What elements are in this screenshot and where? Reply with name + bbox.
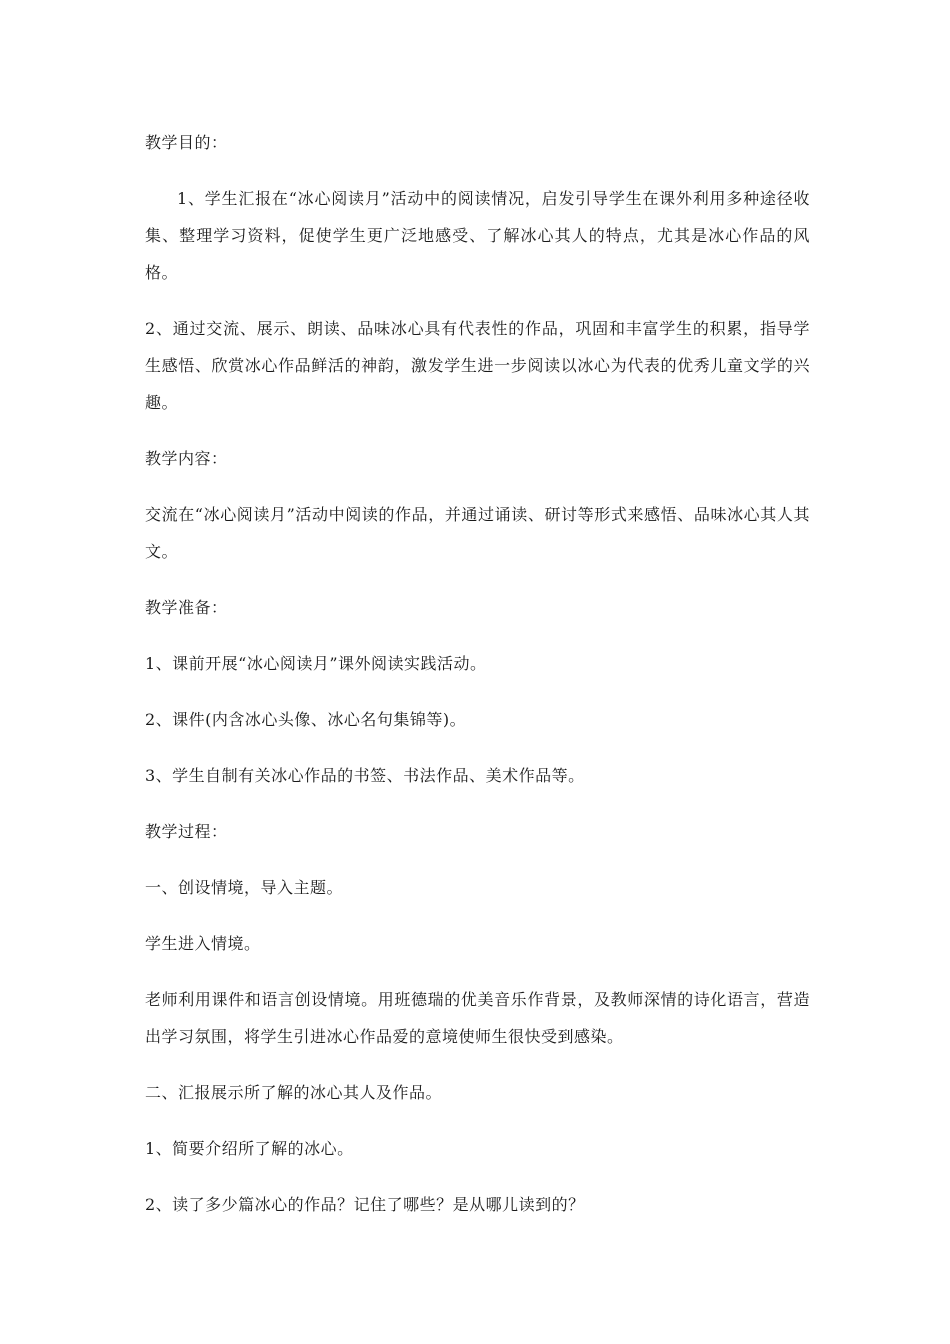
paragraph-teacher-setup: 老师利用课件和语言创设情境。用班德瑞的优美音乐作背景，及教师深情的诗化语言，营造出学习氛围，将学生引进冰心作品爱的意境使师生很快受到感染。: [145, 990, 810, 1046]
paragraph-goal-2: 2、通过交流、展示、朗读、品味冰心具有代表性的作品，巩固和丰富学生的积累，指导学生感悟、欣赏冰心作品鲜活的神韵，激发学生进一步阅读以冰心为代表的优秀儿童文学的兴趣。: [145, 319, 810, 412]
paragraph-students-enter: 学生进入情境。: [145, 934, 261, 953]
paragraph-section2-item-2: 2、读了多少篇冰心的作品？记住了哪些？是从哪儿读到的？: [145, 1195, 585, 1214]
section-2-title: 二、汇报展示所了解的冰心其人及作品。: [145, 1083, 443, 1102]
document-body: [145, 124, 810, 1242]
paragraph-prep-3: 3、学生自制有关冰心作品的书签、书法作品、美术作品等。: [145, 766, 585, 785]
paragraph-prep-1: 1、课前开展“冰心阅读月”课外阅读实践活动。: [145, 654, 487, 673]
heading-teaching-content: 教学内容：: [145, 449, 228, 468]
paragraph-goal-1: 1、学生汇报在“冰心阅读月”活动中的阅读情况，启发引导学生在课外利用多种途径收集、整理学习资料，促使学生更广泛地感受、了解冰心其人的特点，尤其是冰心作品的风格。: [145, 189, 810, 282]
section-1-title: 一、创设情境，导入主题。: [145, 878, 344, 897]
paragraph-section2-item-1: 1、简要介绍所了解的冰心。: [145, 1139, 354, 1158]
heading-teaching-goals: 教学目的：: [145, 133, 228, 152]
paragraph-prep-2: 2、课件(内含冰心头像、冰心名句集锦等)。: [145, 710, 467, 729]
heading-teaching-process: 教学过程：: [145, 822, 228, 841]
heading-teaching-preparation: 教学准备：: [145, 598, 228, 617]
paragraph-content: 交流在“冰心阅读月”活动中阅读的作品，并通过诵读、研讨等形式来感悟、品味冰心其人其文。: [145, 505, 810, 561]
